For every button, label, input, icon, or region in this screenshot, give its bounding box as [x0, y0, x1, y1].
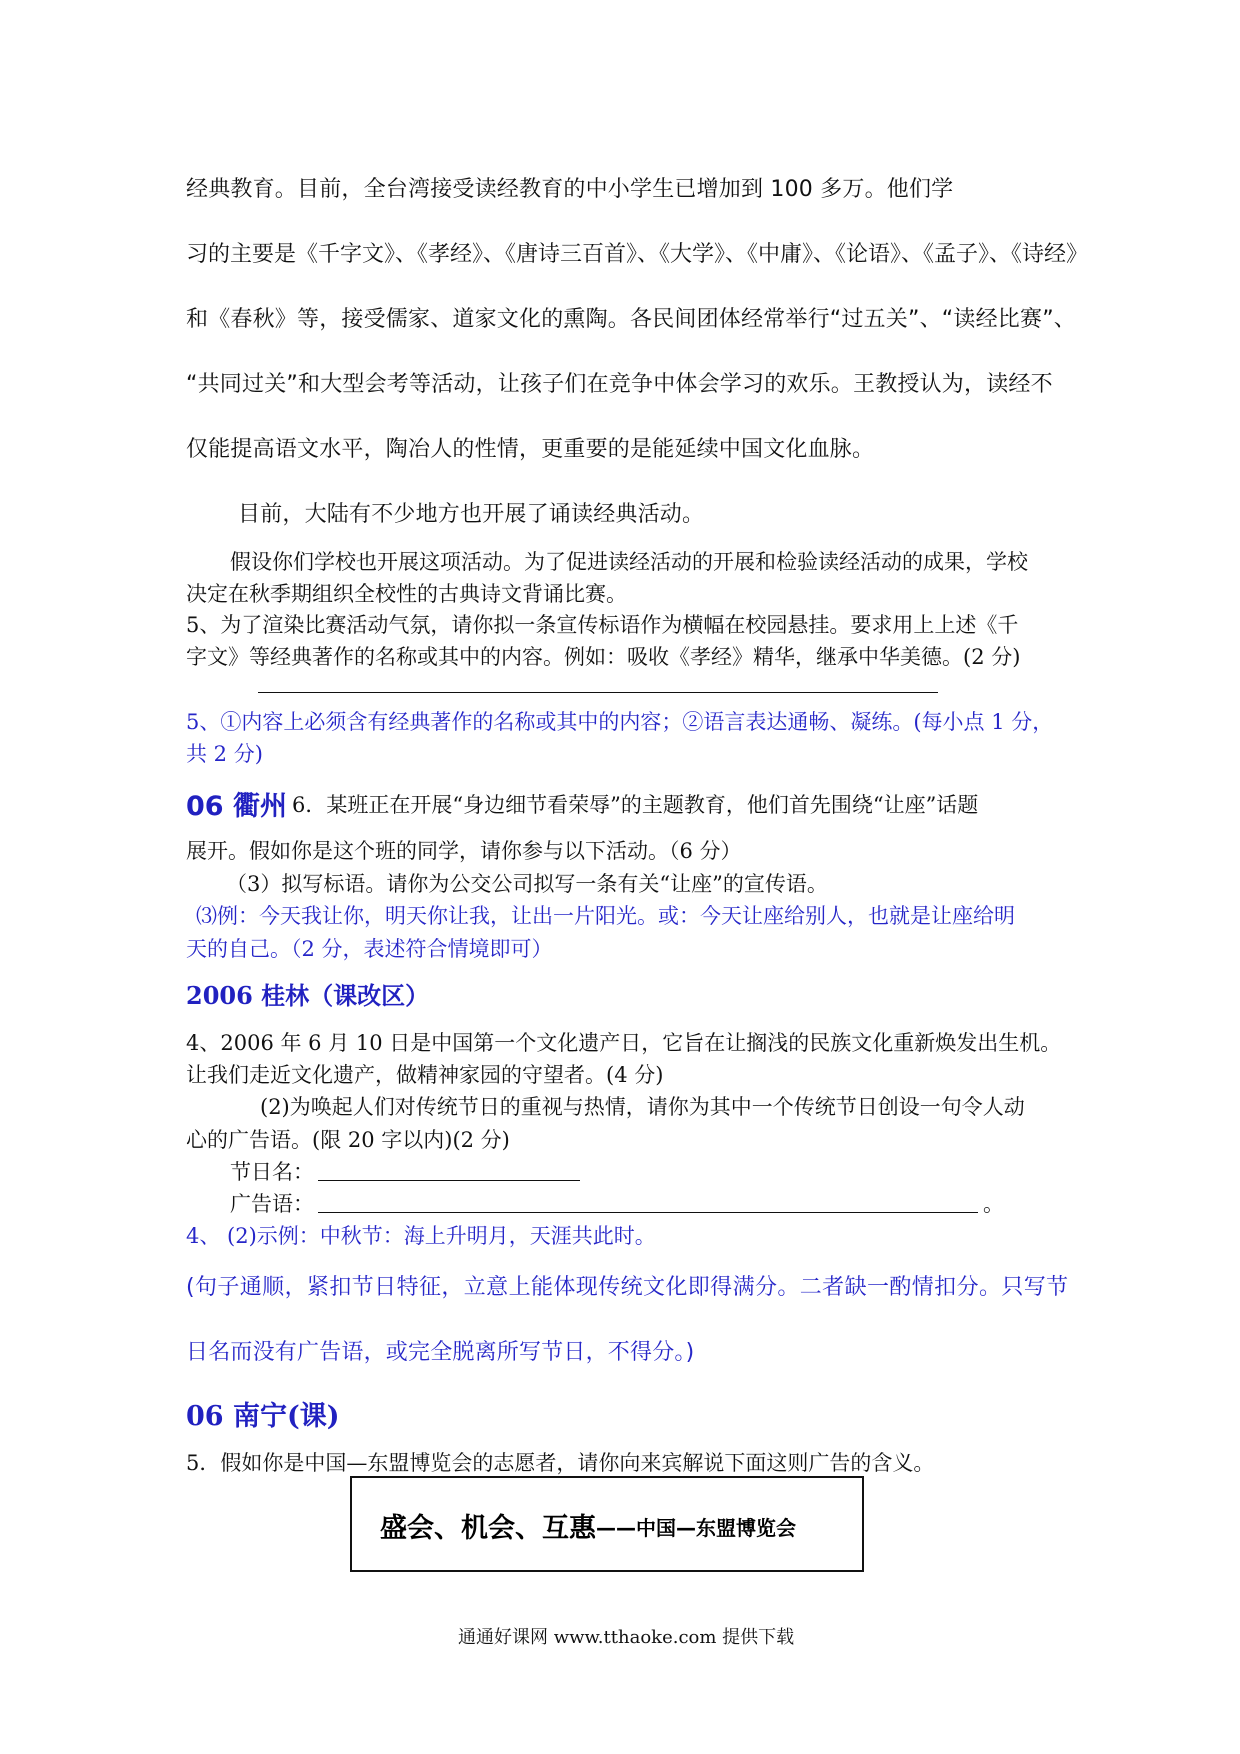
guilin-line-3: (2)为唤起人们对传统节日的重视与热情，请你为其中一个传统节日创设一句令人动: [260, 1095, 1025, 1119]
intro-line-2: 决定在秋季期组织全校性的古典诗文背诵比赛。: [186, 582, 627, 606]
quzhou-answer-line-2: 天的自己。（2 分，表述符合情境即可）: [186, 937, 553, 961]
passage-line-4: “共同过关”和大型会考等活动，让孩子们在竞争中体会学习的欢乐。王教授认为，读经不: [186, 372, 1053, 397]
festival-name-blank: [318, 1180, 580, 1181]
quzhou-line-1: 6．某班正在开展“身边细节看荣辱”的主题教育，他们首先围绕“让座”话题: [292, 793, 979, 817]
section-heading-quzhou: 06 衢州: [186, 791, 287, 822]
guilin-note-line-1: (句子通顺，紧扣节日特征，立意上能体现传统文化即得满分。二者缺一酌情扣分。只写节: [186, 1275, 1069, 1300]
ad-sub-text: ——中国—东盟博览会: [596, 1516, 796, 1540]
section-heading-nanning: 06 南宁(课): [186, 1401, 340, 1432]
passage-line-1: 经典教育。目前，全台湾接受读经教育的中小学生已增加到 100 多万。他们学: [186, 177, 954, 202]
passage-line-5: 仅能提高语文水平，陶冶人的性情，更重要的是能延续中国文化血脉。: [186, 437, 875, 462]
answer-5-line-2: 共 2 分): [186, 742, 263, 766]
guilin-answer: 4、 (2)示例：中秋节：海上升明月，天涯共此时。: [186, 1224, 656, 1248]
festival-name-label: 节日名：: [230, 1160, 314, 1184]
quzhou-answer-line-1: ⑶例：今天我让你，明天你让我，让出一片阳光。或：今天让座给别人，也就是让座给明: [196, 904, 1015, 928]
footer-text: 通通好课网 www.tthaoke.com 提供下载: [458, 1627, 795, 1648]
intro-line-1: 假设你们学校也开展这项活动。为了促进读经活动的开展和检验读经活动的成果，学校: [230, 550, 1028, 574]
passage-line-6: 目前，大陆有不少地方也开展了诵读经典活动。: [238, 502, 705, 527]
quzhou-line-3: （3）拟写标语。请你为公交公司拟写一条有关“让座”的宣传语。: [226, 872, 828, 896]
guilin-line-4: 心的广告语。(限 20 字以内)(2 分): [186, 1128, 510, 1152]
nanning-question: 5．假如你是中国—东盟博览会的志愿者，请你向来宾解说下面这则广告的含义。: [186, 1451, 935, 1475]
slogan-end-mark: 。: [983, 1192, 1004, 1216]
section-heading-guilin: 2006 桂林（课改区）: [186, 981, 430, 1010]
slogan-blank: [318, 1212, 978, 1213]
advertisement-box: [350, 1476, 864, 1572]
slogan-label: 广告语：: [230, 1192, 314, 1216]
question-5-line-1: 5、为了渲染比赛活动气氛，请你拟一条宣传标语作为横幅在校园悬挂。要求用上上述《千: [186, 613, 1019, 637]
question-5-line-2: 字文》等经典著作的名称或其中的内容。例如：吸收《孝经》精华，继承中华美德。(2 分): [186, 645, 1021, 669]
answer-5-line-1: 5、①内容上必须含有经典著作的名称或其中的内容；②语言表达通畅、凝练。(每小点 1 分，: [186, 710, 1054, 734]
passage-line-2: 习的主要是《千字文》、《孝经》、《唐诗三百首》、《大学》、《中庸》、《论语》、《孟子》、《诗经》: [186, 242, 1089, 267]
answer-blank-line: [258, 692, 938, 693]
passage-line-3: 和《春秋》等，接受儒家、道家文化的熏陶。各民间团体经常举行“过五关”、“读经比赛”、: [186, 307, 1076, 332]
quzhou-line-2: 展开。假如你是这个班的同学，请你参与以下活动。（6 分）: [186, 839, 742, 863]
guilin-line-2: 让我们走近文化遗产，做精神家园的守望者。(4 分): [186, 1063, 664, 1087]
guilin-note-line-2: 日名而没有广告语，或完全脱离所写节日，不得分。): [186, 1340, 695, 1365]
ad-main-text: 盛会、机会、互惠: [380, 1513, 596, 1544]
guilin-line-1: 4、2006 年 6 月 10 日是中国第一个文化遗产日，它旨在让搁浅的民族文化重新焕发出生机。: [186, 1031, 1062, 1055]
